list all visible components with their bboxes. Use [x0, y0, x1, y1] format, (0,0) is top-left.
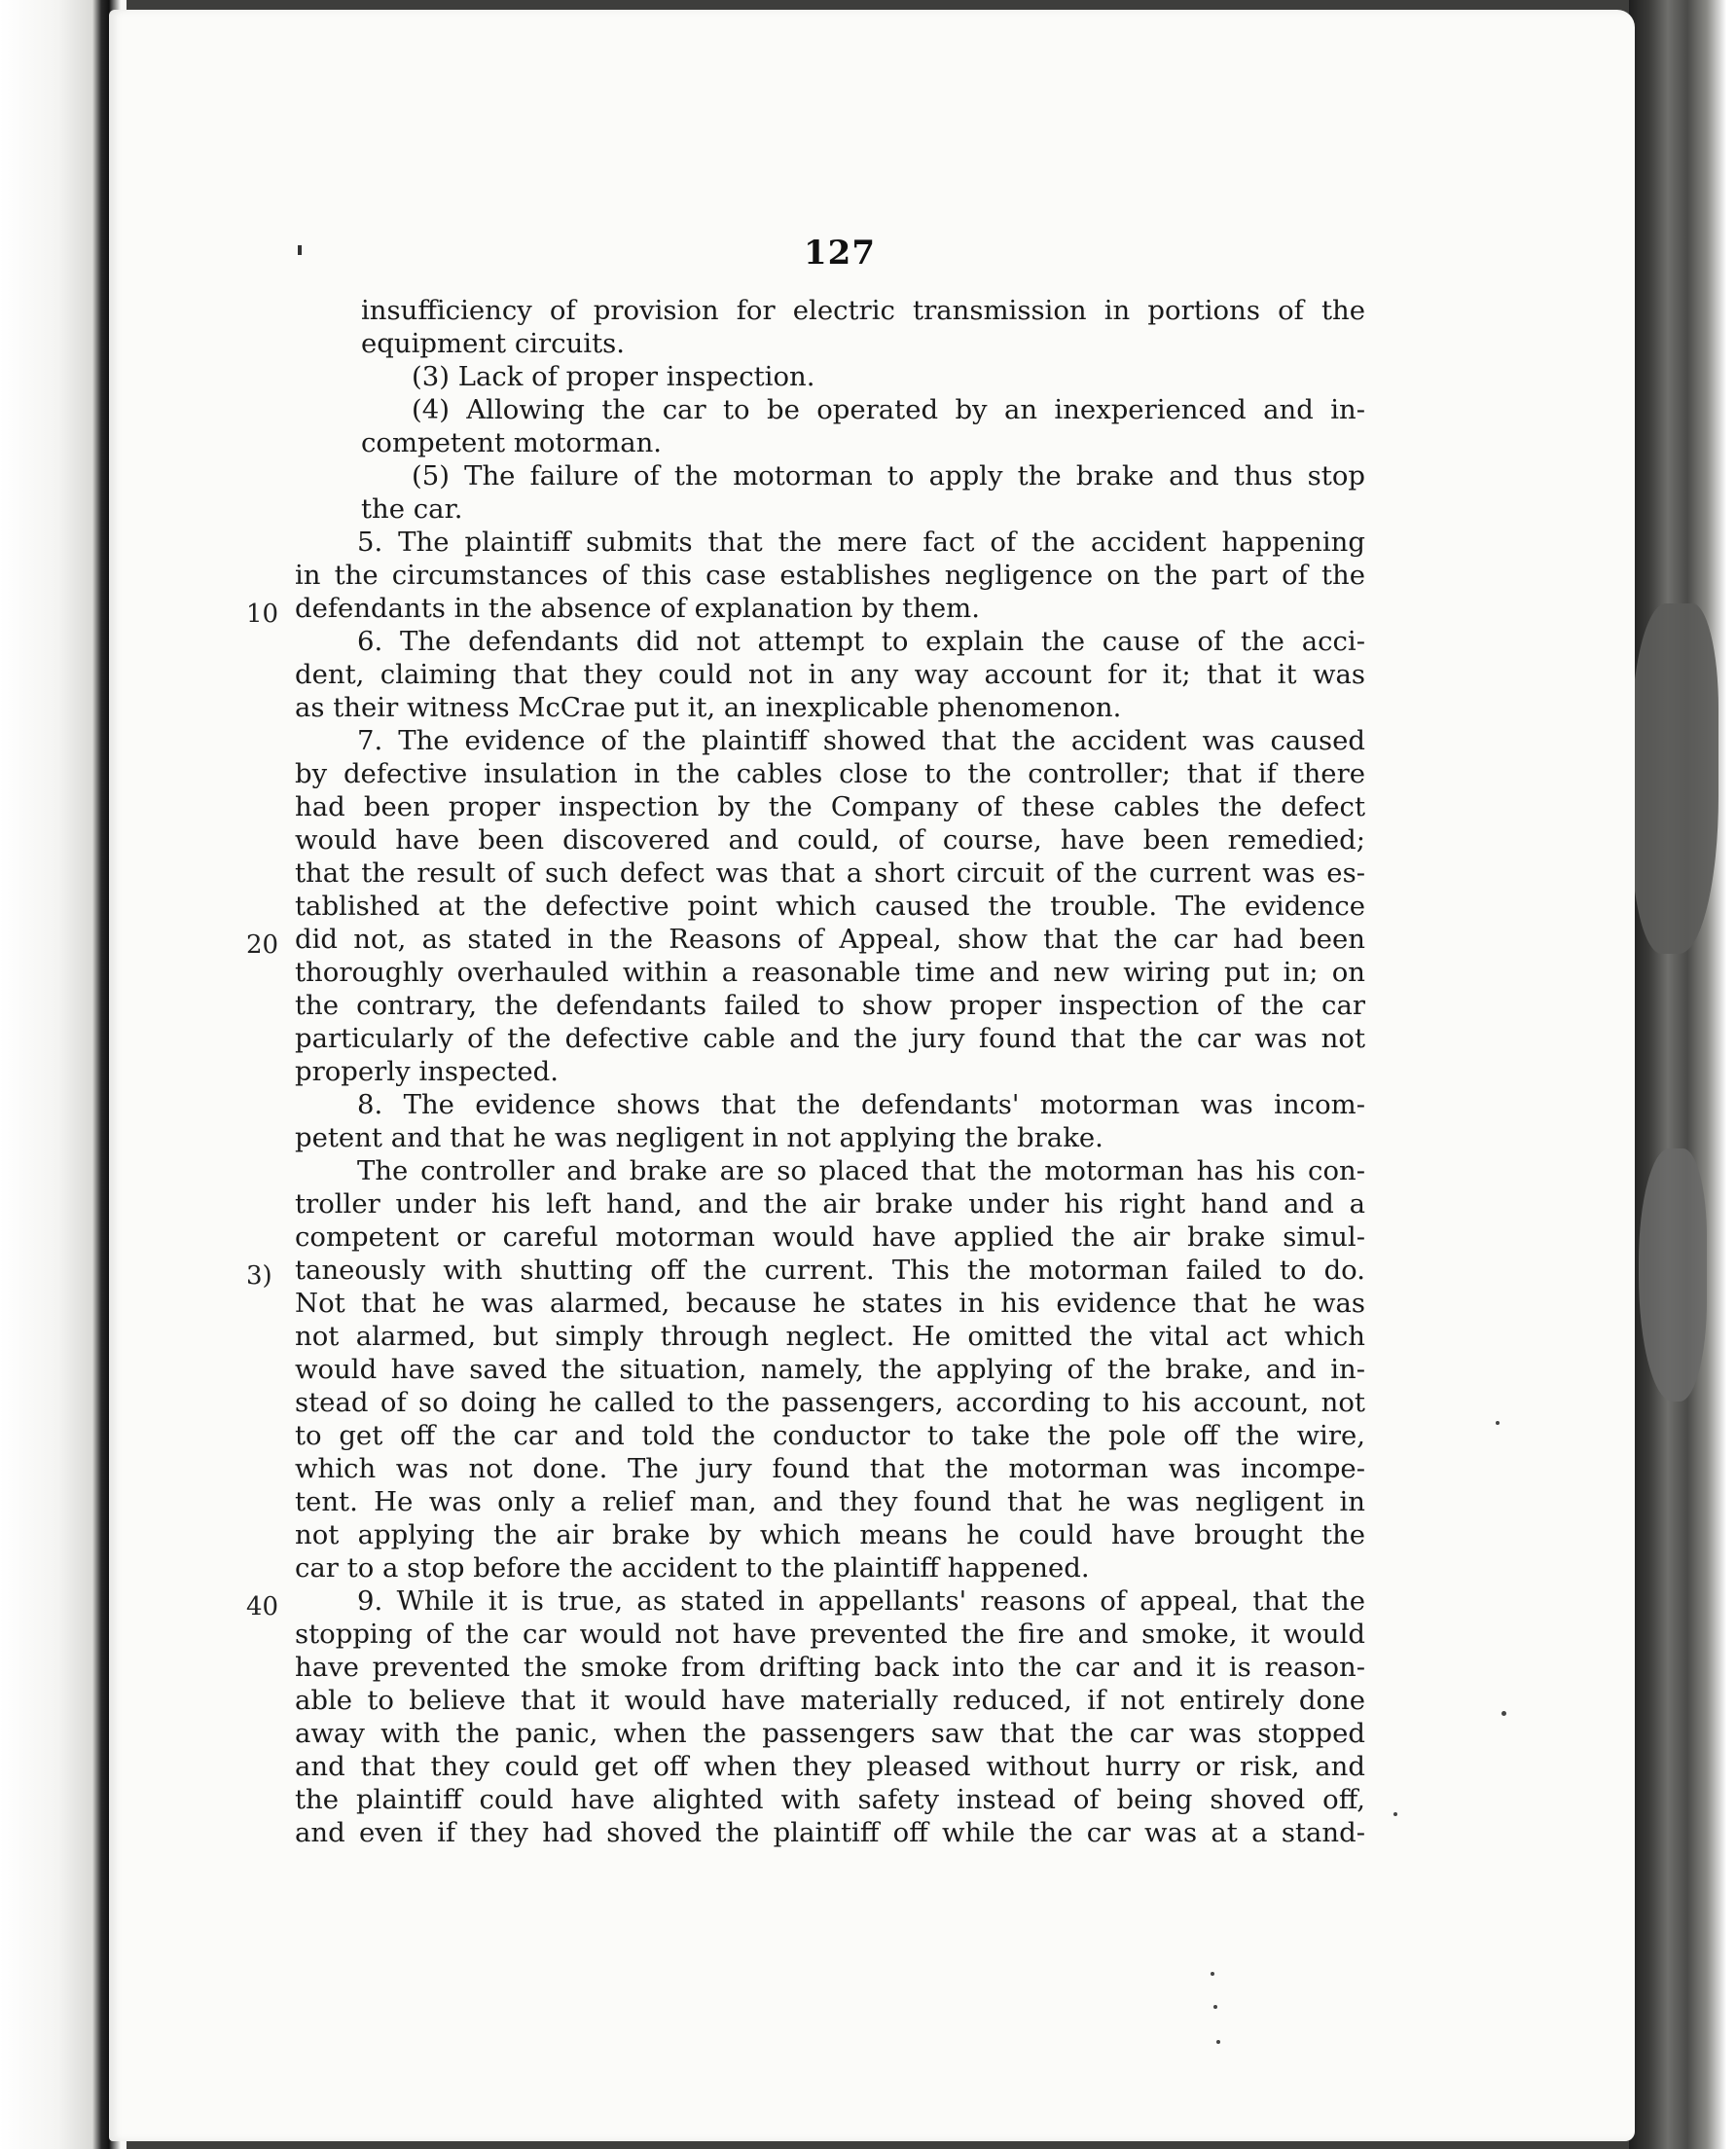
text-line: (3) Lack of proper inspection.: [412, 361, 815, 392]
text-line: would have saved the situation, namely, the applying of the brake, and in-: [295, 1354, 1365, 1385]
text-line: able to believe that it would have materially reduced, if not entirely done: [295, 1685, 1365, 1716]
text-line: 9. While it is true, as stated in appellants' reasons of appeal, that the: [357, 1585, 1365, 1617]
text-line: 5. The plaintiff submits that the mere fact of the accident happening: [357, 527, 1365, 558]
text-line: had been proper inspection by the Company of these cables the defect: [295, 791, 1365, 822]
scan-speck: [1496, 1421, 1500, 1425]
text-line: would have been discovered and could, of course, have been remedied;: [295, 824, 1365, 856]
text-line: the plaintiff could have alighted with safety instead of being shoved off,: [295, 1784, 1365, 1815]
text-line: 6. The defendants did not attempt to explain the cause of the acci-: [357, 626, 1365, 657]
text-line: Not that he was alarmed, because he states in his evidence that he was: [295, 1288, 1365, 1319]
text-line: away with the panic, when the passengers saw that the car was stopped: [295, 1718, 1365, 1749]
text-line: (5) The failure of the motorman to apply the brake and thus stop: [412, 460, 1365, 492]
page-number: 127: [804, 234, 876, 273]
scan-mark: [298, 245, 302, 255]
text-line: troller under his left hand, and the air brake under his right hand and a: [295, 1188, 1365, 1220]
body-text: [295, 294, 1365, 1849]
scan-shadow: [1639, 1148, 1707, 1402]
text-line: (4) Allowing the car to be operated by an inexperienced and in-: [412, 394, 1365, 425]
margin-line-number: 10: [246, 600, 279, 629]
scan-speck: [1213, 2005, 1217, 2009]
text-line: taneously with shutting off the current. This the motorman failed to do.: [295, 1255, 1365, 1286]
text-line: stopping of the car would not have prevented the fire and smoke, it would: [295, 1619, 1365, 1650]
scan-speck: [1501, 1711, 1506, 1716]
text-line: 8. The evidence shows that the defendants' motorman was incom-: [357, 1089, 1365, 1120]
text-line: did not, as stated in the Reasons of Appeal, show that the car had been: [295, 924, 1365, 955]
text-line: the car.: [361, 493, 463, 525]
text-line: competent motorman.: [361, 427, 663, 458]
text-line: tent. He was only a relief man, and they found that he was negligent in: [295, 1486, 1365, 1517]
scan-right-edge: [1629, 0, 1736, 2149]
text-line: in the circumstances of this case establishes negligence on the part of the: [295, 560, 1365, 591]
text-line: have prevented the smoke from drifting back into the car and it is reason-: [295, 1652, 1365, 1683]
text-line: which was not done. The jury found that the motorman was incompe-: [295, 1453, 1365, 1484]
text-line: thoroughly overhauled within a reasonable time and new wiring put in; on: [295, 957, 1365, 988]
text-line: 7. The evidence of the plaintiff showed that the accident was caused: [357, 725, 1365, 756]
text-line: car to a stop before the accident to the plaintiff happened.: [295, 1552, 1090, 1584]
text-line: as their witness McCrae put it, an inexplicable phenomenon.: [295, 692, 1122, 723]
margin-line-number: 40: [246, 1592, 279, 1621]
text-line: equipment circuits.: [361, 328, 625, 359]
scan-speck: [1211, 1972, 1214, 1976]
text-line: particularly of the defective cable and the jury found that the car was not: [295, 1023, 1365, 1054]
text-line: dent, claiming that they could not in any way account for it; that it was: [295, 659, 1365, 690]
text-line: and even if they had shoved the plaintiff off while the car was at a stand-: [295, 1817, 1365, 1848]
text-line: and that they could get off when they pleased without hurry or risk, and: [295, 1751, 1365, 1782]
text-line: stead of so doing he called to the passengers, according to his account, not: [295, 1387, 1365, 1418]
text-line: tablished at the defective point which caused the trouble. The evidence: [295, 891, 1365, 922]
scan-shadow: [1631, 603, 1718, 954]
text-line: by defective insulation in the cables close to the controller; that if there: [295, 758, 1365, 789]
text-line: the contrary, the defendants failed to show proper inspection of the car: [295, 990, 1365, 1021]
margin-line-number: 20: [246, 930, 279, 960]
text-line: petent and that he was negligent in not applying the brake.: [295, 1122, 1103, 1153]
scan-speck: [1216, 2040, 1220, 2044]
scan-speck: [1393, 1812, 1397, 1816]
text-line: defendants in the absence of explanation by them.: [295, 593, 980, 624]
text-line: insufficiency of provision for electric transmission in portions of the: [361, 295, 1365, 326]
text-line: not applying the air brake by which means he could have brought the: [295, 1519, 1365, 1550]
scan-left-edge: [0, 0, 127, 2149]
text-line: not alarmed, but simply through neglect. He omitted the vital act which: [295, 1321, 1365, 1352]
text-line: The controller and brake are so placed that the motorman has his con-: [357, 1155, 1365, 1186]
margin-line-number: 3): [246, 1261, 272, 1291]
text-line: that the result of such defect was that a short circuit of the current was es-: [295, 857, 1365, 889]
text-line: to get off the car and told the conductor to take the pole off the wire,: [295, 1420, 1365, 1451]
text-line: competent or careful motorman would have applied the air brake simul-: [295, 1221, 1365, 1253]
text-line: properly inspected.: [295, 1056, 559, 1087]
